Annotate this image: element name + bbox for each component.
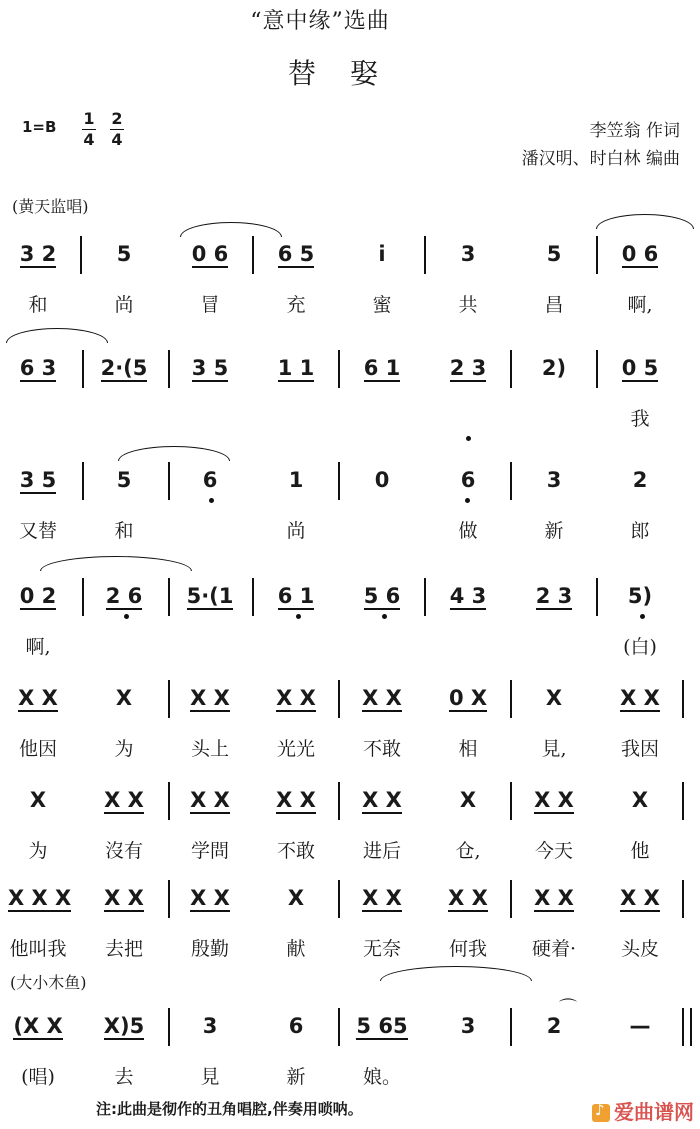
lyric-text: 献 — [286, 938, 306, 960]
barline — [596, 578, 598, 616]
lyric-text: 郎 — [630, 520, 650, 542]
lyric-text: 尚 — [114, 294, 134, 316]
barline — [510, 1008, 512, 1046]
barline — [168, 578, 170, 616]
notation-cell: (X X — [13, 1014, 63, 1038]
notation-cell: 6 — [460, 468, 476, 492]
notation-cell: X X — [362, 788, 402, 812]
notation-cell: 3 — [202, 1014, 218, 1038]
barline — [252, 236, 254, 274]
notation-cell: 4 3 — [449, 584, 487, 608]
song-title: 替娶 — [287, 57, 412, 90]
barline — [510, 880, 512, 918]
barline — [168, 680, 170, 718]
notation-cell: 0 — [374, 468, 390, 492]
notation-cell: i — [378, 242, 386, 266]
barline — [424, 236, 426, 274]
slur-mark — [40, 556, 192, 571]
lyric-text: 他叫我 — [9, 938, 67, 960]
barline — [168, 350, 170, 388]
notation-cell: — — [629, 1014, 651, 1038]
lyric-text: 头皮 — [620, 938, 659, 960]
time-signature-2: 2 4 — [111, 109, 123, 149]
notation-cell: X X — [620, 886, 660, 910]
barline — [510, 350, 512, 388]
watermark: ♪ 爱曲谱网 — [592, 1096, 694, 1125]
notation-cell: 2 3 — [449, 356, 487, 380]
notation-cell: 2 3 — [535, 584, 573, 608]
barline — [690, 1008, 692, 1046]
notation-cell: 6 5 — [277, 242, 315, 266]
notation-cell: 5 — [116, 242, 132, 266]
lyric-text: 和 — [28, 294, 48, 316]
barline — [682, 680, 684, 718]
notation-cell: 5·(1 — [186, 584, 234, 608]
notation-cell: X — [459, 788, 477, 812]
lyric-text: 不敢 — [362, 738, 401, 760]
lyric-text: 殷勤 — [190, 938, 229, 960]
notation-cell: 2) — [541, 356, 567, 380]
lyric-text: 进后 — [362, 840, 401, 862]
lyric-text: 新 — [544, 520, 564, 542]
lyric-text: 尚 — [286, 520, 306, 542]
lyric-text: 为 — [28, 840, 48, 862]
notation-cell: X X — [276, 788, 316, 812]
lyric-text: 新 — [286, 1066, 306, 1088]
barline — [338, 782, 340, 820]
notation-cell: 6 — [202, 468, 218, 492]
lyric-text: 仓, — [455, 840, 481, 862]
notation-cell: 0 2 — [19, 584, 57, 608]
notation-cell: 2 6 — [105, 584, 143, 608]
notation-cell: 3 2 — [19, 242, 57, 266]
barline — [682, 1008, 684, 1046]
lyric-text: 相 — [458, 738, 478, 760]
barline — [80, 236, 82, 274]
singer-label: (黄天监唱) — [12, 197, 89, 216]
slur-mark — [6, 328, 108, 343]
lyric-text: 头上 — [190, 738, 229, 760]
barline — [338, 462, 340, 500]
barline — [168, 782, 170, 820]
notation-cell: X X — [104, 788, 144, 812]
barline — [338, 350, 340, 388]
composer-credit: 潘汉明、时白林 编曲 — [521, 149, 680, 169]
lyric-text: 我 — [630, 408, 650, 430]
octave-dot — [382, 614, 387, 619]
barline — [82, 462, 84, 500]
barline — [252, 578, 254, 616]
barline — [596, 350, 598, 388]
notation-cell: X X — [18, 686, 58, 710]
lyric-text: 何我 — [448, 938, 487, 960]
lyric-text: 今天 — [534, 840, 573, 862]
lyric-text: 見, — [541, 738, 567, 760]
lyric-text: 光光 — [276, 738, 315, 760]
notation-cell: 2 — [632, 468, 648, 492]
notation-cell: X — [115, 686, 133, 710]
notation-cell: 2·(5 — [100, 356, 148, 380]
barline — [82, 350, 84, 388]
notation-cell: 0 6 — [621, 242, 659, 266]
slur-mark — [380, 966, 532, 981]
lyric-text: 和 — [114, 520, 134, 542]
lyric-text: 去 — [114, 1066, 134, 1088]
lyric-text: 我因 — [620, 738, 659, 760]
notation-cell: X X — [190, 886, 230, 910]
barline — [338, 880, 340, 918]
suite-title: “意中缘”选曲 — [250, 9, 390, 34]
notation-cell: X)5 — [103, 1014, 145, 1038]
notation-cell: X X — [534, 788, 574, 812]
lyric-text: 他 — [630, 840, 650, 862]
lyricist-credit: 李笠翁 作词 — [589, 121, 680, 141]
notation-cell: 6 1 — [277, 584, 315, 608]
barline — [168, 462, 170, 500]
lyric-text: 充 — [286, 294, 306, 316]
lyric-text: 又替 — [18, 520, 57, 542]
notation-cell: X — [545, 686, 563, 710]
notation-cell: 3 5 — [19, 468, 57, 492]
lyric-text: 沒有 — [104, 840, 143, 862]
notation-cell: X X — [620, 686, 660, 710]
barline — [596, 236, 598, 274]
notation-cell: 0 5 — [621, 356, 659, 380]
lyric-text: 蜜 — [372, 294, 392, 316]
notation-cell: 1 — [288, 468, 304, 492]
octave-dot — [124, 614, 129, 619]
lyric-text: 他因 — [18, 738, 57, 760]
lyric-text: 做 — [458, 520, 478, 542]
lyric-text: (白) — [623, 636, 657, 658]
lyric-text: 娘。 — [362, 1066, 401, 1088]
barline — [168, 880, 170, 918]
octave-dot — [209, 498, 214, 503]
notation-cell: X X X — [8, 886, 72, 910]
barline — [168, 1008, 170, 1046]
lyric-text: 硬着· — [531, 938, 577, 960]
notation-cell: 1 1 — [277, 356, 315, 380]
notation-cell: 6 — [288, 1014, 304, 1038]
lyric-text: 不敢 — [276, 840, 315, 862]
lyric-text: 去把 — [104, 938, 143, 960]
barline — [510, 782, 512, 820]
slur-mark — [118, 446, 230, 461]
slur-mark — [596, 214, 694, 229]
lyric-text: 昌 — [544, 294, 564, 316]
notation-cell: X — [631, 788, 649, 812]
barline — [682, 880, 684, 918]
notation-cell: 3 — [460, 242, 476, 266]
notation-cell: X X — [190, 788, 230, 812]
lyric-text: 为 — [114, 738, 134, 760]
lyric-text: 啊, — [25, 636, 51, 658]
notation-cell: X — [287, 886, 305, 910]
octave-dot — [466, 436, 471, 441]
footnote: 注:此曲是彻作的丑角唱腔,伴奏用唢呐。 — [96, 1100, 363, 1118]
octave-dot — [640, 614, 645, 619]
notation-cell: 3 — [460, 1014, 476, 1038]
octave-dot — [465, 498, 470, 503]
notation-cell: 5 65 — [356, 1014, 408, 1038]
notation-cell: 0 6 — [191, 242, 229, 266]
fermata-mark: ⌒ — [559, 998, 577, 1019]
slur-mark — [180, 222, 282, 237]
notation-cell: X X — [190, 686, 230, 710]
notation-cell: X X — [362, 686, 402, 710]
music-note-icon — [592, 1104, 610, 1122]
notation-cell: X — [29, 788, 47, 812]
lyric-text: 共 — [458, 294, 478, 316]
notation-cell: 3 5 — [191, 356, 229, 380]
lyric-text: 見 — [200, 1066, 220, 1088]
notation-cell: X X — [276, 686, 316, 710]
notation-cell: X X — [448, 886, 488, 910]
notation-cell: 5 — [116, 468, 132, 492]
notation-cell: 5) — [627, 584, 653, 608]
notation-cell: 2 — [546, 1014, 562, 1038]
notation-cell: X X — [534, 886, 574, 910]
barline — [682, 782, 684, 820]
barline — [510, 680, 512, 718]
time-signature-1: 1 4 — [83, 109, 95, 149]
barline — [338, 1008, 340, 1046]
notation-cell: X X — [362, 886, 402, 910]
barline — [510, 462, 512, 500]
lyric-text: 无奈 — [362, 938, 401, 960]
barline — [424, 578, 426, 616]
octave-dot — [296, 614, 301, 619]
notation-cell: 5 6 — [363, 584, 401, 608]
lyric-text: 冒 — [200, 294, 220, 316]
barline — [338, 680, 340, 718]
notation-cell: X X — [104, 886, 144, 910]
lyric-text: 学問 — [190, 840, 229, 862]
lyric-text: (唱) — [21, 1066, 55, 1088]
notation-cell: 5 — [546, 242, 562, 266]
key-signature: 1=B — [22, 118, 57, 136]
percussion-label: (大小木鱼) — [10, 973, 87, 992]
notation-cell: 3 — [546, 468, 562, 492]
notation-cell: 6 1 — [363, 356, 401, 380]
notation-cell: 0 X — [448, 686, 488, 710]
lyric-text: 啊, — [627, 294, 653, 316]
barline — [82, 578, 84, 616]
notation-cell: 6 3 — [19, 356, 57, 380]
